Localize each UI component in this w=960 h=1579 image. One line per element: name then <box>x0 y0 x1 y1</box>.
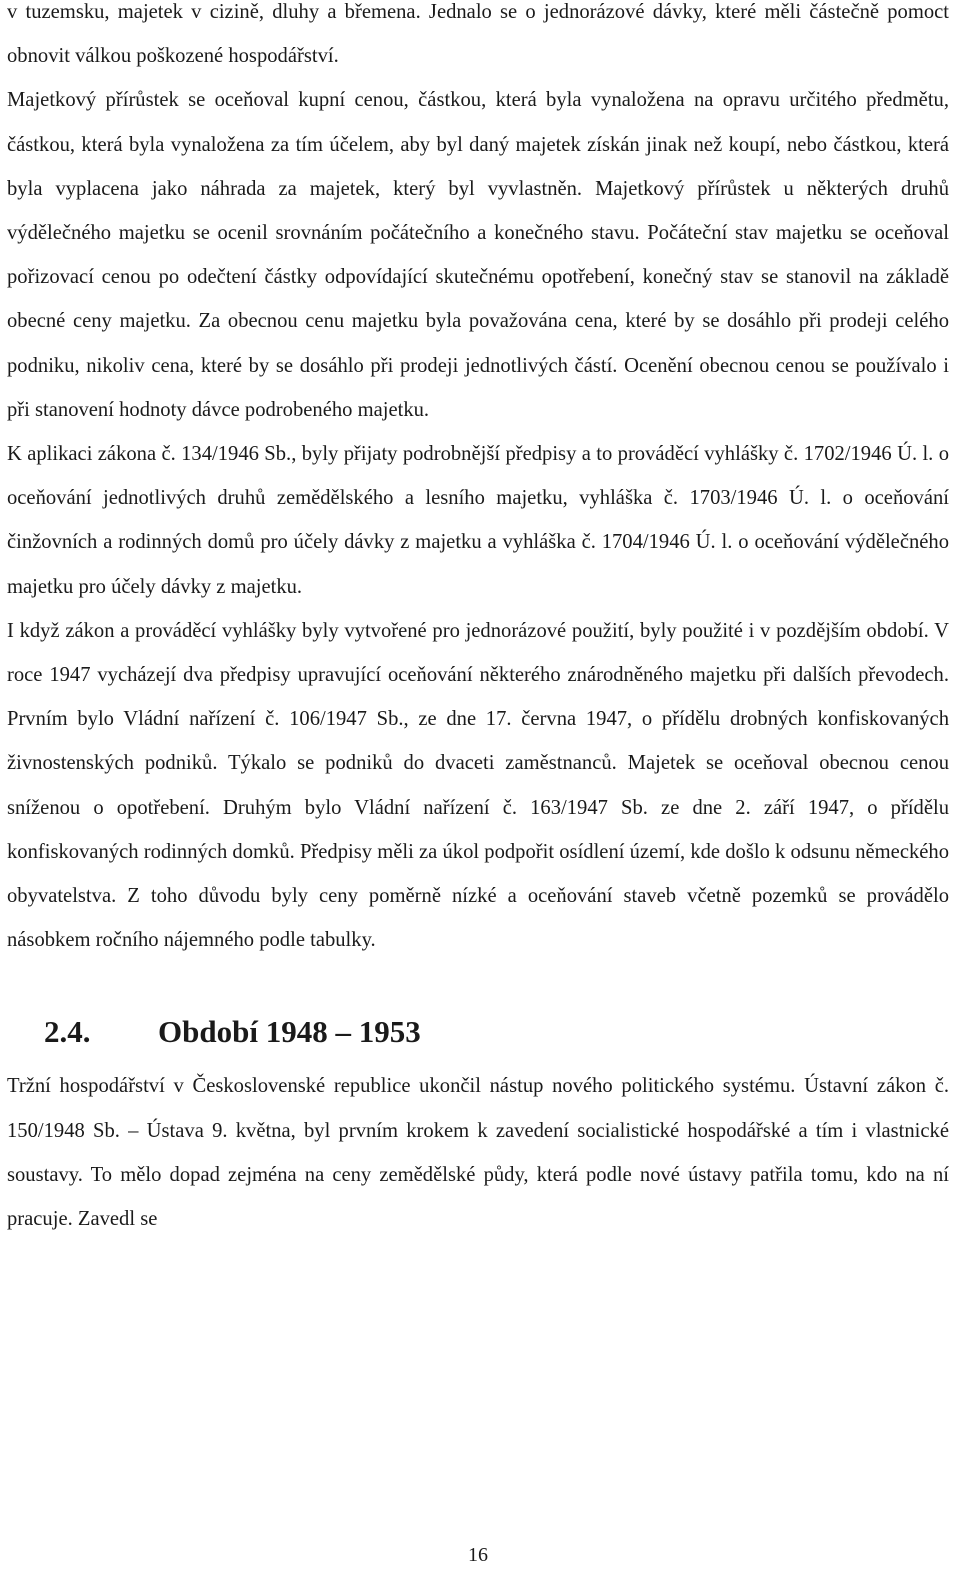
paragraph-property-increment-valuation: Majetkový přírůstek se oceňoval kupní cenou, částkou, která byla vynaložena na opravu určitého předmětu, částkou, která byla vynaložena za tím účelem, aby byl daný majetek získán jinak než koupí, nebo částkou, která byla vyplacena jako náhrada za majetek, který byl vyvlastněn. Majetkový přírůstek u některých druhů výdělečného majetku se ocenil srovnáním počátečního a konečného stavu. Počáteční stav majetku se oceňoval pořizovací cenou po odečtení částky odpovídající skutečnému opotřebení, konečný stav se stanovil na základě obecné ceny majetku. Za obecnou cenu majetku byla považována cena, které by se dosáhlo při prodeji celého podniku, nikoliv cena, které by se dosáhlo při prodeji jednotlivých částí. Ocenění obecnou cenou se používalo i při stanovení hodnoty dávce podrobeného majetku. <box>7 89 949 421</box>
paragraph-later-regulations: I když zákon a prováděcí vyhlášky byly vytvořené pro jednorázové použití, byly použité i v pozdějším období. V roce 1947 vycházejí dva předpisy upravující oceňování některého znárodněného majetku při dalších převodech. Prvním bylo Vládní nařízení č. 106/1947 Sb., ze dne 17. června 1947, o přídělu drobných konfiskovaných živnostenských podniků. Týkalo se podniků do dvaceti zaměstnanců. Majetek se oceňoval obecnou cenou sníženou o opotřebení. Druhým bylo Vládní nařízení č. 163/1947 Sb. ze dne 2. září 1947, o přídělu konfiskovaných rodinných domků. Předpisy měli za úkol podpořit osídlení území, kde došlo k odsunu německého obyvatelstva. Z toho důvodu byly ceny poměrně nízké a oceňování staveb včetně pozemků se provádělo násobkem ročního nájemného podle tabulky. <box>7 619 949 952</box>
section-title: Období 1948 – 1953 <box>158 1014 421 1050</box>
paragraph-property-levy-intro: v tuzemsku, majetek v cizině, dluhy a břemena. Jednalo se o jednorázové dávky, které měli částečně pomoct obnovit válkou poškozené hospodářství. <box>7 1 949 68</box>
paragraph-period-1948-1953: Tržní hospodářství v Československé republice ukončil nástup nového politického systému. Ústavní zákon č. 150/1948 Sb. – Ústava 9. května, byl prvním krokem k zavedení socialistické hospodářské a tím i vlastnické soustavy. To mělo dopad zejména na ceny zemědělské půdy, která podle nové ústavy patřila tomu, kdo na ní pracuje. Zavedl se <box>7 1075 949 1231</box>
paragraph-implementing-decrees: K aplikaci zákona č. 134/1946 Sb., byly přijaty podrobnější předpisy a to prováděcí vyhlášky č. 1702/1946 Ú. l. o oceňování jednotlivých druhů zemědělského a lesního majetku, vyhláška č. 1703/1946 Ú. l. o oceňování činžovních a rodinných domů pro účely dávky z majetku a vyhláška č. 1704/1946 Ú. l. o oceňování výdělečného majetku pro účely dávky z majetku. <box>7 443 949 598</box>
section-number: 2.4. <box>44 1014 91 1050</box>
page-number: 16 <box>468 1544 488 1566</box>
document-page <box>7 0 949 1241</box>
section-heading <box>7 1000 949 1064</box>
